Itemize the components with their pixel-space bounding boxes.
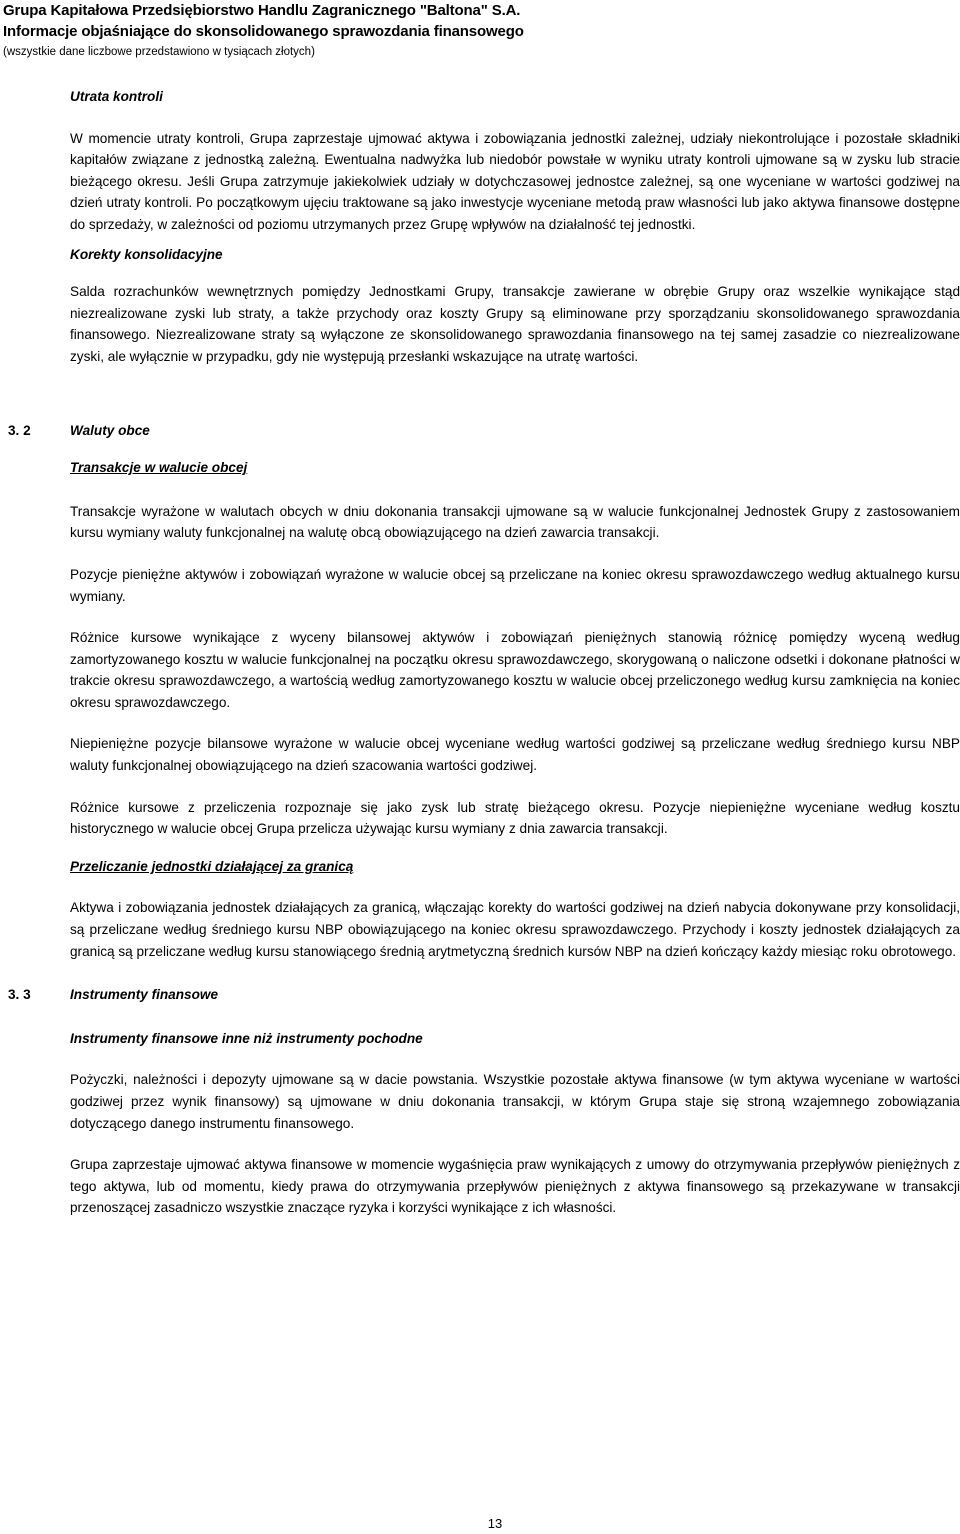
paragraph: Aktywa i zobowiązania jednostek działających za granicą, włączając korekty do wartości godziwej na dzień nabycia dokonywane przy konsolidacji, są przeliczane według średniego kursu NBP obowiązującego na koniec okresu sprawozdawczego. Przychody i koszty jednostek działających za granicą są przeliczane według kursu stanowiącego średnią arytmetyczną średnich kursów NBP na dzień kończący każdy miesiąc roku obrotowego. bbox=[70, 900, 960, 959]
paragraph: Niepieniężne pozycje bilansowe wyrażone w walucie obcej wyceniane według wartości godziwej są przeliczane według średniego kursu NBP waluty funkcjonalnej obowiązującego na dzień szacowania wartości godziwej. bbox=[70, 736, 960, 774]
page-number: 13 bbox=[487, 1516, 503, 1531]
section-heading-3-3 bbox=[8, 984, 960, 1006]
paragraph: Różnice kursowe wynikające z wyceny bilansowej aktywów i zobowiązań pieniężnych stanowią różnicę pomiędzy wyceną według zamortyzowanego kosztu w walucie funkcjonalnej na początku okresu sprawozdawczego, skorygowaną o naliczone odsetki i dokonane płatności w trakcie okresu sprawozdawczego, a wartością według zamortyzowanego kosztu w walucie obcej przeliczonego według kursu zamknięcia na koniec okresu sprawozdawczego. bbox=[70, 630, 960, 710]
company-name: Grupa Kapitałowa Przedsiębiorstwo Handlu Zagranicznego "Baltona" S.A. bbox=[3, 2, 521, 19]
section-heading-3-2 bbox=[8, 420, 960, 442]
heading-loss-of-control: Utrata kontroli bbox=[70, 89, 163, 104]
section-title: Waluty obce bbox=[70, 422, 150, 438]
paragraph: Grupa zaprzestaje ujmować aktywa finansowe w momencie wygaśnięcia praw wynikających z umowy do otrzymywania przepływów pieniężnych z tego aktywa, lub od momentu, kiedy prawa do otrzymywania przepływów pieniężnych z aktywa finansowego są przekazywane w transakcji przenoszącej zasadniczo wszystkie znaczące ryzyka i korzyści wynikające z ich własności. bbox=[70, 1157, 960, 1216]
paragraph-loss-of-control: W momencie utraty kontroli, Grupa zaprzestaje ujmować aktywa i zobowiązania jednostki zależnej, udziały niekontrolujące i pozostałe składniki kapitałów związane z jednostką zależną. Ewentualna nadwyżka lub niedobór powstałe w wyniku utraty kontroli ujmowane są w zysku lub stracie bieżącego okresu. Jeśli Grupa zatrzymuje jakiekolwiek udziały w dotychczasowej jednostce zależnej, są one wyceniane w wartości godziwej na dzień utraty kontroli. Po początkowym ujęciu traktowane są jako inwestycje wyceniane metodą praw własności lub jako aktywa finansowe dostępne do sprzedaży, w zależności od poziomu utrzymanych przez Grupę wpływów na działalność tej jednostki. bbox=[70, 130, 960, 232]
paragraph-consolidation-adjustments: Salda rozrachunków wewnętrznych pomiędzy Jednostkami Grupy, transakcje zawierane w obrębie Grupy oraz wszelkie wynikające stąd niezrealizowane zyski lub straty, a także przychody oraz koszty Grupy są eliminowane przy sporządzaniu skonsolidowanego sprawozdania finansowego. Niezrealizowane straty są wyłączone ze skonsolidowanego sprawozdania finansowego na tej samej zasadzie co niezrealizowane zyski, ale wyłącznie w przypadku, gdy nie występują przesłanki wskazujące na utratę wartości. bbox=[70, 284, 960, 364]
paragraph: Transakcje wyrażone w walutach obcych w dniu dokonania transakcji ujmowane są w walucie funkcjonalnej Jednostek Grupy z zastosowaniem kursu wymiany waluty funkcjonalnej na walutę obcą obowiązującego na dzień zawarcia transakcji. bbox=[70, 503, 960, 541]
section-number: 3. 2 bbox=[8, 422, 31, 438]
subheading-foreign-operations: Przeliczanie jednostki działającej za granicą bbox=[70, 858, 354, 874]
paragraph: Pożyczki, należności i depozyty ujmowane są w dacie powstania. Wszystkie pozostałe aktywa finansowe (w tym aktywa wyceniane w wartości godziwej przez wynik finansowy) są ujmowane w dniu dokonania transakcji, w którym Grupa staje się stroną wzajemnego zobowiązania dotyczącego danego instrumentu finansowego. bbox=[70, 1072, 960, 1131]
section-title: Instrumenty finansowe bbox=[70, 987, 219, 1003]
report-title: Informacje objaśniające do skonsolidowanego sprawozdania finansowego bbox=[3, 23, 524, 40]
units-note: (wszystkie dane liczbowe przedstawiono w tysiącach złotych) bbox=[3, 46, 315, 58]
subheading-foreign-transactions: Transakcje w walucie obcej bbox=[70, 460, 248, 476]
document-body bbox=[8, 86, 960, 1219]
paragraph: Różnice kursowe z przeliczenia rozpoznaje się jako zysk lub stratę bieżącego okresu. Pozycje niepieniężne wyceniane według kosztu historycznego w walucie obcej Grupa przelicza używając kursu wymiany z dnia zawarcia transakcji. bbox=[70, 799, 960, 837]
section-number: 3. 3 bbox=[8, 987, 31, 1003]
subheading-non-derivative-instruments: Instrumenty finansowe inne niż instrumenty pochodne bbox=[70, 1030, 423, 1046]
paragraph: Pozycje pieniężne aktywów i zobowiązań wyrażone w walucie obcej są przeliczane na koniec okresu sprawozdawczego według aktualnego kursu wymiany. bbox=[70, 566, 960, 604]
heading-consolidation-adjustments: Korekty konsolidacyjne bbox=[70, 246, 223, 262]
